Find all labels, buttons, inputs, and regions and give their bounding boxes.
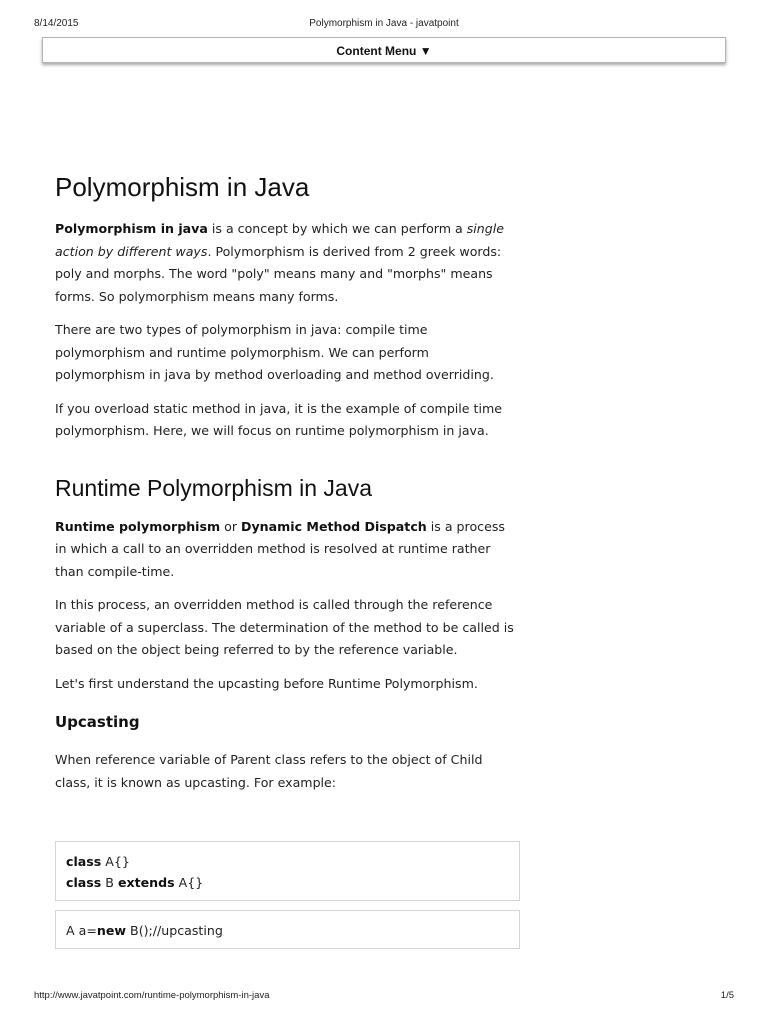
- runtime-definition-paragraph: [55, 516, 520, 584]
- code-keyword: new: [96, 923, 127, 938]
- print-footer: [34, 990, 734, 1004]
- dispatch-bold-term: Dynamic Method Dispatch: [241, 518, 427, 534]
- intro-paragraph: [55, 218, 520, 308]
- intro-text-2: . Polymorphism is derived from 2 greek words: poly and morphs. The word "poly" means many and "morphs" means forms. So polymorphism means many forms.: [55, 243, 502, 304]
- section-heading-runtime: Runtime Polymorphism in Java: [55, 474, 373, 501]
- process-paragraph: In this process, an overridden method is called through the reference variable of a superclass. The determination of the method to be called is based on the object being referred to by the reference variable.: [55, 597, 514, 657]
- runtime-text-2: is a process in which a call to an overridden method is resolved at runtime rather than compile-time.: [55, 518, 505, 579]
- runtime-text-1: or: [220, 518, 241, 534]
- code-keyword: class: [66, 854, 102, 869]
- code-block-classes: [55, 841, 520, 901]
- code-keyword: class: [66, 875, 102, 890]
- code-line: [66, 851, 509, 872]
- code-text: A a=: [66, 923, 97, 938]
- runtime-bold-term: Runtime polymorphism: [55, 518, 221, 534]
- upcasting-intro-paragraph: Let's first understand the upcasting before Runtime Polymorphism.: [55, 675, 478, 691]
- intro-italic-phrase: single action by different ways: [55, 221, 505, 259]
- print-page-title: Polymorphism in Java - javatpoint: [309, 18, 459, 29]
- article-content: [55, 170, 520, 805]
- code-text: B: [101, 875, 118, 890]
- code-block-upcasting: [55, 910, 520, 949]
- code-text: A{}: [174, 875, 204, 890]
- content-menu-button[interactable]: Content Menu ▼: [42, 37, 726, 63]
- static-method-paragraph: If you overload static method in java, it is the example of compile time polymorphism. Here, we will focus on runtime polymorphism in java.: [55, 400, 503, 438]
- print-url: http://www.javatpoint.com/runtime-polymorphism-in-java: [34, 990, 270, 1001]
- subheading-upcasting: Upcasting: [55, 713, 140, 731]
- page-number: 1/5: [720, 990, 734, 1001]
- print-header: [34, 18, 734, 32]
- page-title: Polymorphism in Java: [55, 172, 310, 202]
- intro-text-1: is a concept by which we can perform a: [207, 221, 467, 236]
- code-text: B();//upcasting: [126, 923, 223, 938]
- types-paragraph: There are two types of polymorphism in java: compile time polymorphism and runtime polymorphism. We can perform polymorphism in java by method overloading and method overriding.: [55, 322, 494, 382]
- code-text: A{}: [101, 854, 130, 869]
- code-line: [66, 920, 509, 941]
- code-line: [66, 872, 509, 893]
- intro-bold-term: Polymorphism in java: [55, 221, 208, 236]
- code-keyword: extends: [117, 875, 175, 890]
- upcasting-paragraph: When reference variable of Parent class refers to the object of Child class, it is known as upcasting. For example:: [55, 752, 483, 790]
- print-date: 8/14/2015: [34, 18, 79, 29]
